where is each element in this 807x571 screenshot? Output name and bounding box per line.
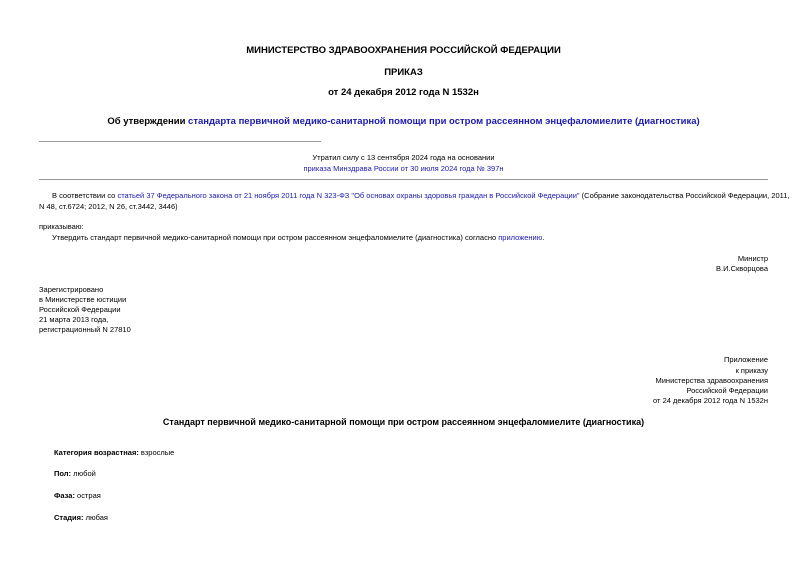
doc-type-heading: ПРИКАЗ — [384, 67, 423, 78]
doc-date-number: от 24 декабря 2012 года N 1532н — [328, 87, 479, 98]
registration-line: Российской Федерации — [39, 305, 121, 314]
preamble-prefix: В соответствии со — [52, 191, 118, 200]
preamble-line1 — [52, 191, 790, 202]
law-article-link[interactable]: статьей 37 Федерального закона от 21 ноября 2011 года N 323-ФЗ "Об основах охраны здоровья граждан в Российской Федерации" — [117, 191, 580, 200]
field-value: любой — [71, 469, 96, 478]
field-value: взрослые — [138, 448, 175, 457]
appendix-line: к приказу — [735, 366, 768, 375]
order-command: приказываю: — [39, 222, 84, 231]
appendix-link[interactable]: приложению — [498, 233, 543, 242]
field-label: Категория возрастная: — [54, 448, 139, 457]
ministry-heading: МИНИСТЕРСТВО ЗДРАВООХРАНЕНИЯ РОССИЙСКОЙ ФЕДЕРАЦИИ — [246, 45, 561, 56]
doc-title — [0, 116, 807, 127]
registration-line: в Министерстве юстиции — [39, 295, 127, 304]
field-value: любая — [83, 513, 108, 522]
appendix-line: Российской Федерации — [686, 386, 768, 395]
field-label: Стадия: — [54, 513, 84, 522]
standard-title: Стандарт первичной медико-санитарной помощи при остром рассеянном энцефаломиелите (диагностика) — [162, 417, 645, 427]
signature-position: Министр — [737, 254, 768, 263]
field-phase — [54, 491, 101, 502]
repeal-notice: Утратил силу с 13 сентября 2024 года на основании — [312, 153, 495, 162]
order-text-end: . — [542, 233, 545, 242]
repeal-order-link[interactable]: приказа Минздрава России от 30 июля 2024 года № 397н — [303, 164, 504, 173]
registration-line: Зарегистрировано — [39, 285, 104, 294]
order-text — [52, 233, 544, 244]
appendix-line: Министерства здравоохранения — [655, 376, 768, 385]
signature-name: В.И.Скворцова — [716, 264, 768, 273]
preamble-suffix: (Собрание законодательства Российской Федерации, 2011, — [579, 191, 790, 200]
registration-line: регистрационный N 27810 — [39, 325, 131, 334]
divider-short — [39, 141, 321, 142]
field-label: Фаза: — [54, 491, 75, 500]
divider-full — [39, 179, 768, 180]
field-label: Пол: — [54, 469, 72, 478]
field-value: острая — [74, 491, 101, 500]
doc-title-prefix: Об утверждении — [107, 116, 189, 127]
doc-title-link[interactable]: стандарта первичной медико-санитарной помощи при остром рассеянном энцефаломиелите (диагностика) — [188, 116, 700, 127]
field-sex — [54, 469, 96, 480]
preamble-line2: N 48, ст.6724; 2012, N 26, ст.3442, 3446) — [39, 202, 178, 211]
field-stage — [54, 513, 108, 524]
appendix-line: Приложение — [724, 355, 768, 364]
order-text-body: Утвердить стандарт первичной медико-санитарной помощи при остром рассеянном энцефаломиелите (диагностика) согласно — [52, 233, 499, 242]
appendix-line: от 24 декабря 2012 года N 1532н — [653, 396, 768, 405]
field-age-category — [54, 448, 174, 459]
registration-line: 21 марта 2013 года, — [39, 315, 109, 324]
